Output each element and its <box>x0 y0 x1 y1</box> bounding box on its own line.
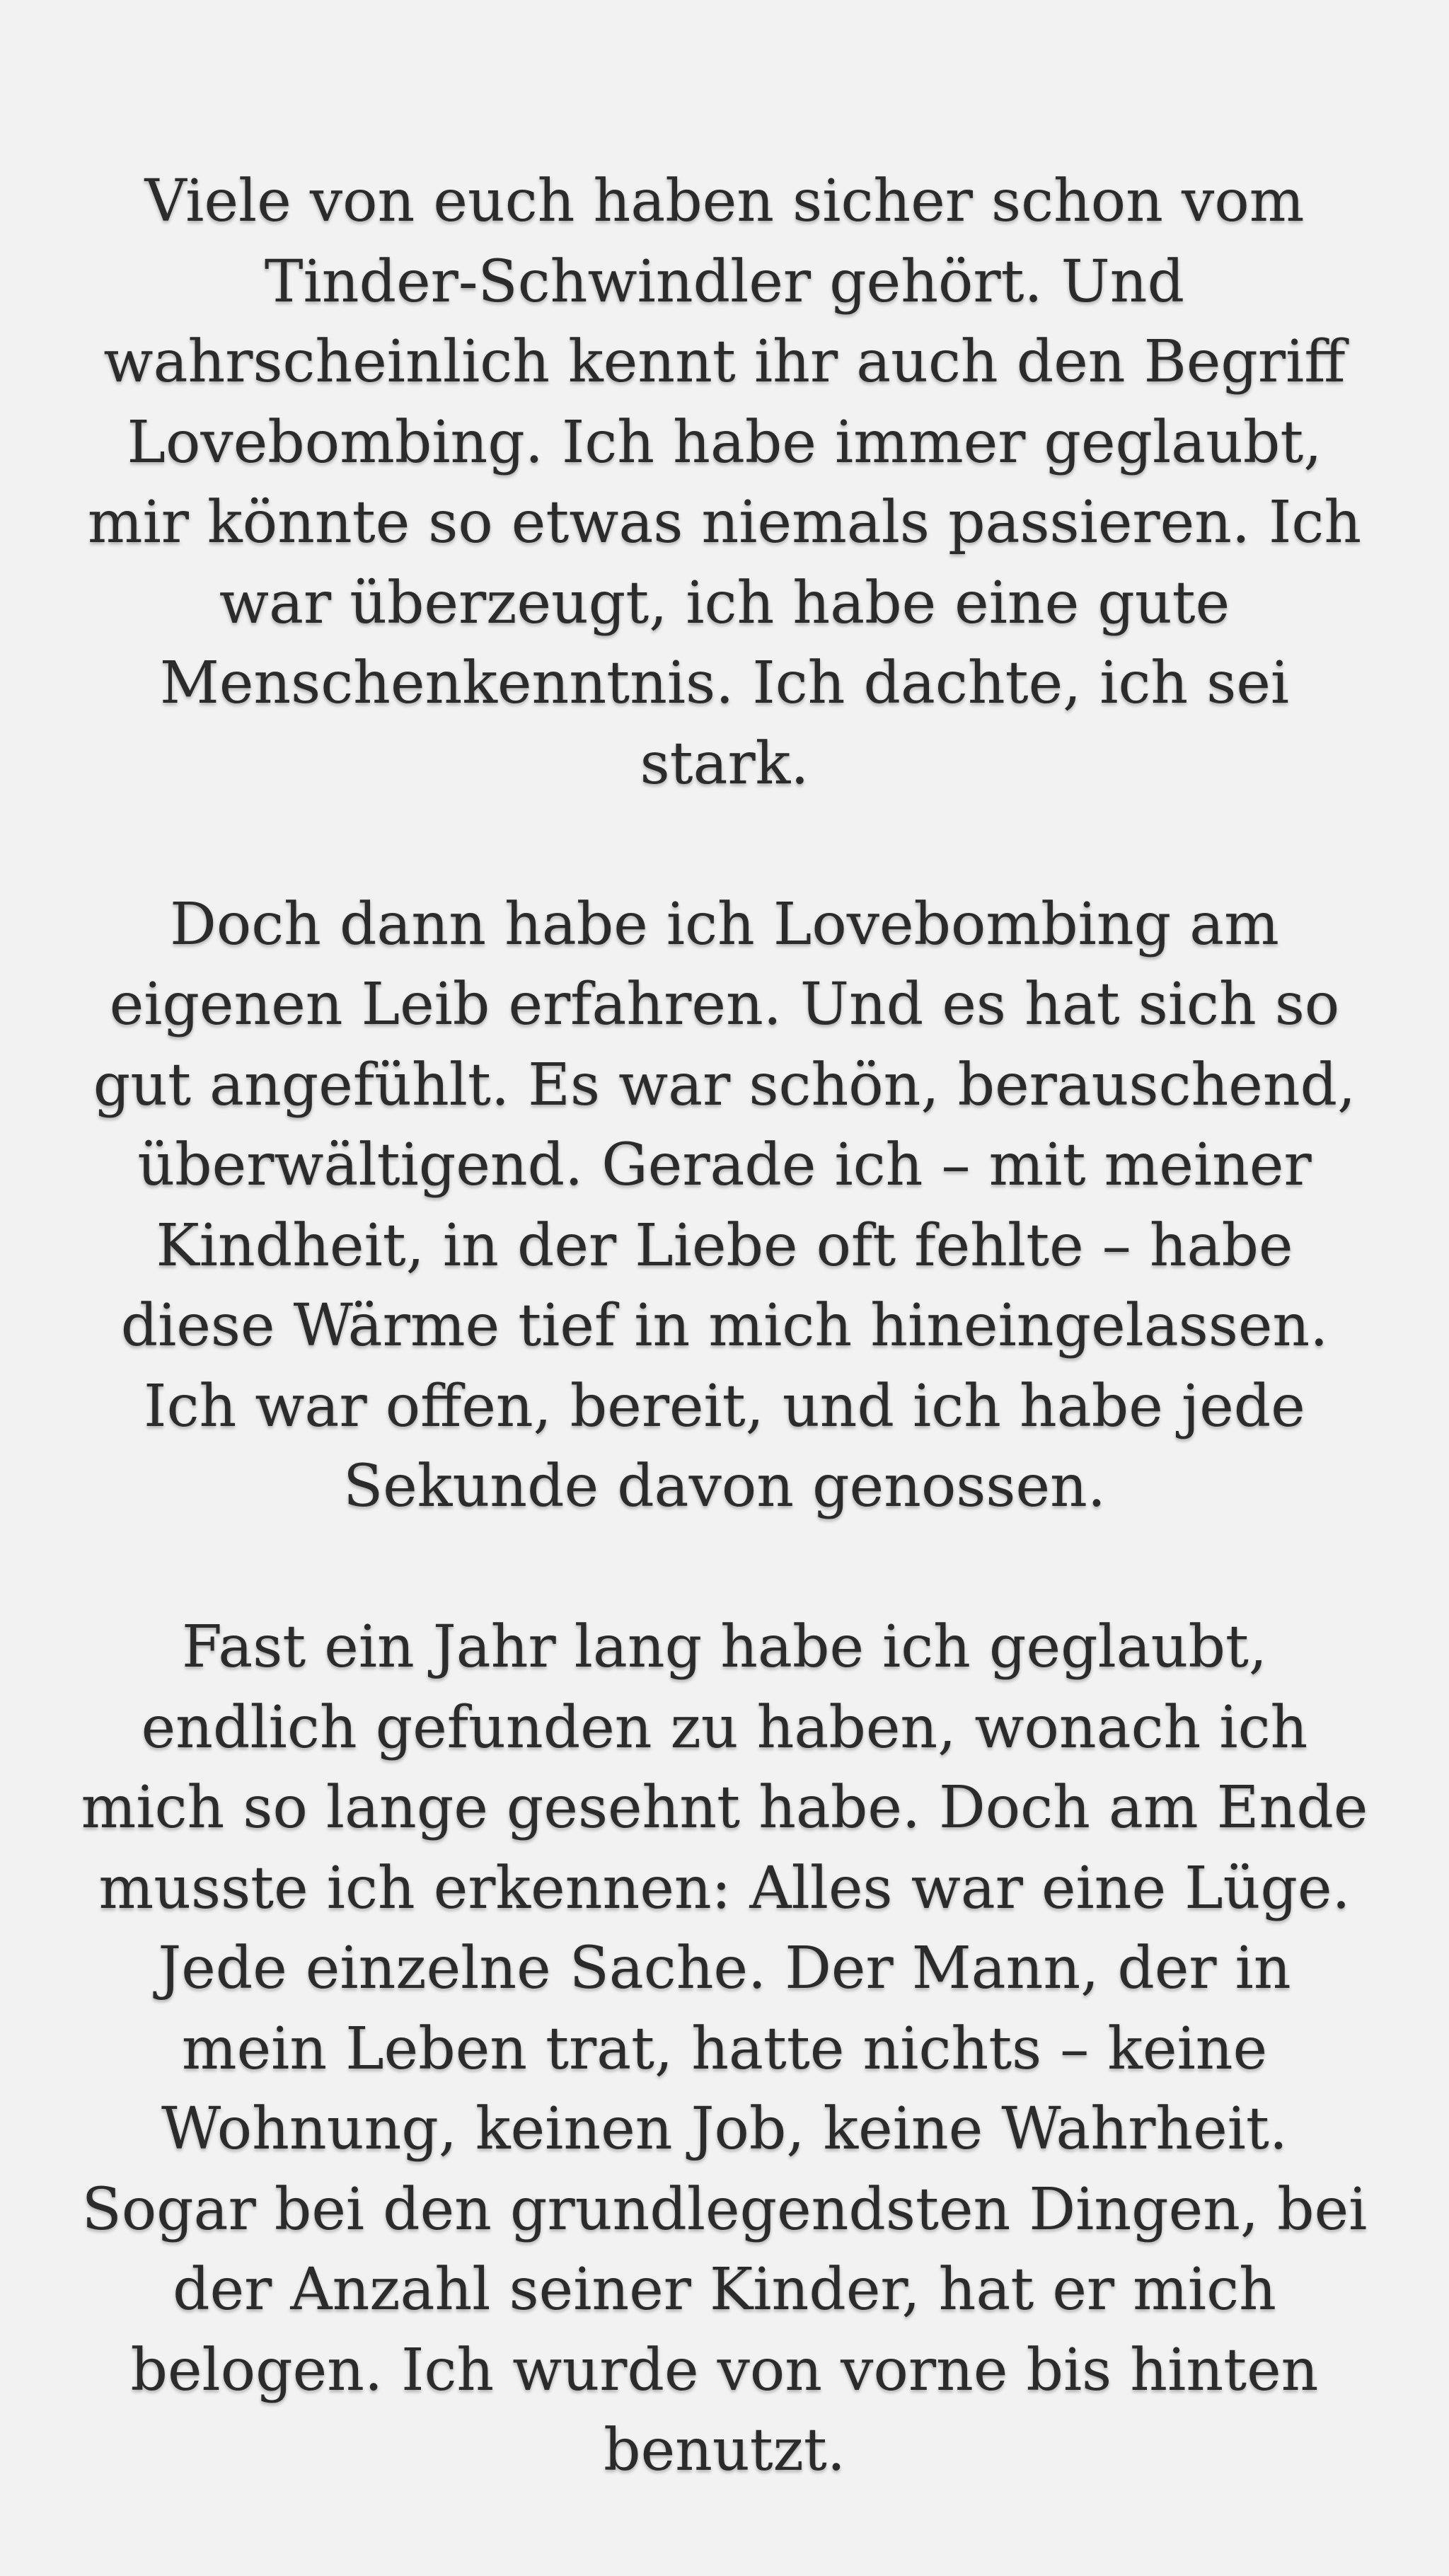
text-line: musste ich erkennen: Alles war eine Lüge. <box>98 1854 1351 1922</box>
text-line: Fast ein Jahr lang habe ich geglaubt, <box>181 1614 1268 1681</box>
text-line: der Anzahl seiner Kinder, hat er mich <box>173 2256 1276 2323</box>
text-line: Sogar bei den grundlegendsten Dingen, bei <box>81 2175 1368 2243</box>
paragraph-1 <box>0 161 1449 804</box>
paragraph-3 <box>0 1607 1449 2491</box>
text-line: eigenen Leib erfahren. Und es hat sich so <box>109 971 1340 1038</box>
text-line: endlich gefunden zu haben, wonach ich <box>141 1694 1308 1761</box>
text-line: stark. <box>640 730 809 798</box>
text-line: belogen. Ich wurde von vorne bis hinten <box>130 2336 1319 2404</box>
text-line: war überzeugt, ich habe eine gute <box>219 569 1230 637</box>
text-line: Lovebombing. Ich habe immer geglaubt, <box>127 408 1322 476</box>
story-text <box>0 161 1449 2491</box>
text-line: mich so lange gesehnt habe. Doch am Ende <box>81 1774 1368 1841</box>
text-line: benutzt. <box>604 2417 845 2484</box>
text-line: Menschenkenntnis. Ich dachte, ich sei <box>159 650 1290 717</box>
text-line: Sekunde davon genossen. <box>343 1453 1106 1520</box>
text-line: Ich war offen, bereit, und ich habe jede <box>144 1372 1305 1440</box>
text-line: diese Wärme tief in mich hineingelassen. <box>120 1292 1329 1359</box>
text-line: Wohnung, keinen Job, keine Wahrheit. <box>161 2095 1288 2163</box>
text-line: überwältigend. Gerade ich – mit meiner <box>137 1132 1312 1199</box>
text-line: Doch dann habe ich Lovebombing am <box>170 890 1279 958</box>
text-line: Kindheit, in der Liebe oft fehlte – habe <box>156 1212 1293 1280</box>
text-line: mein Leben trat, hatte nichts – keine <box>181 2015 1268 2083</box>
text-line: gut angefühlt. Es war schön, berauschend, <box>93 1051 1356 1119</box>
paragraph-2 <box>0 885 1449 1527</box>
text-line: wahrscheinlich kennt ihr auch den Begriff <box>103 328 1346 396</box>
text-line: mir könnte so etwas niemals passieren. Ich <box>87 489 1362 556</box>
text-line: Tinder-Schwindler gehört. Und <box>264 248 1185 316</box>
text-line: Jede einzelne Sache. Der Mann, der in <box>158 1935 1291 2002</box>
text-line: Viele von euch haben sicher schon vom <box>144 168 1305 235</box>
